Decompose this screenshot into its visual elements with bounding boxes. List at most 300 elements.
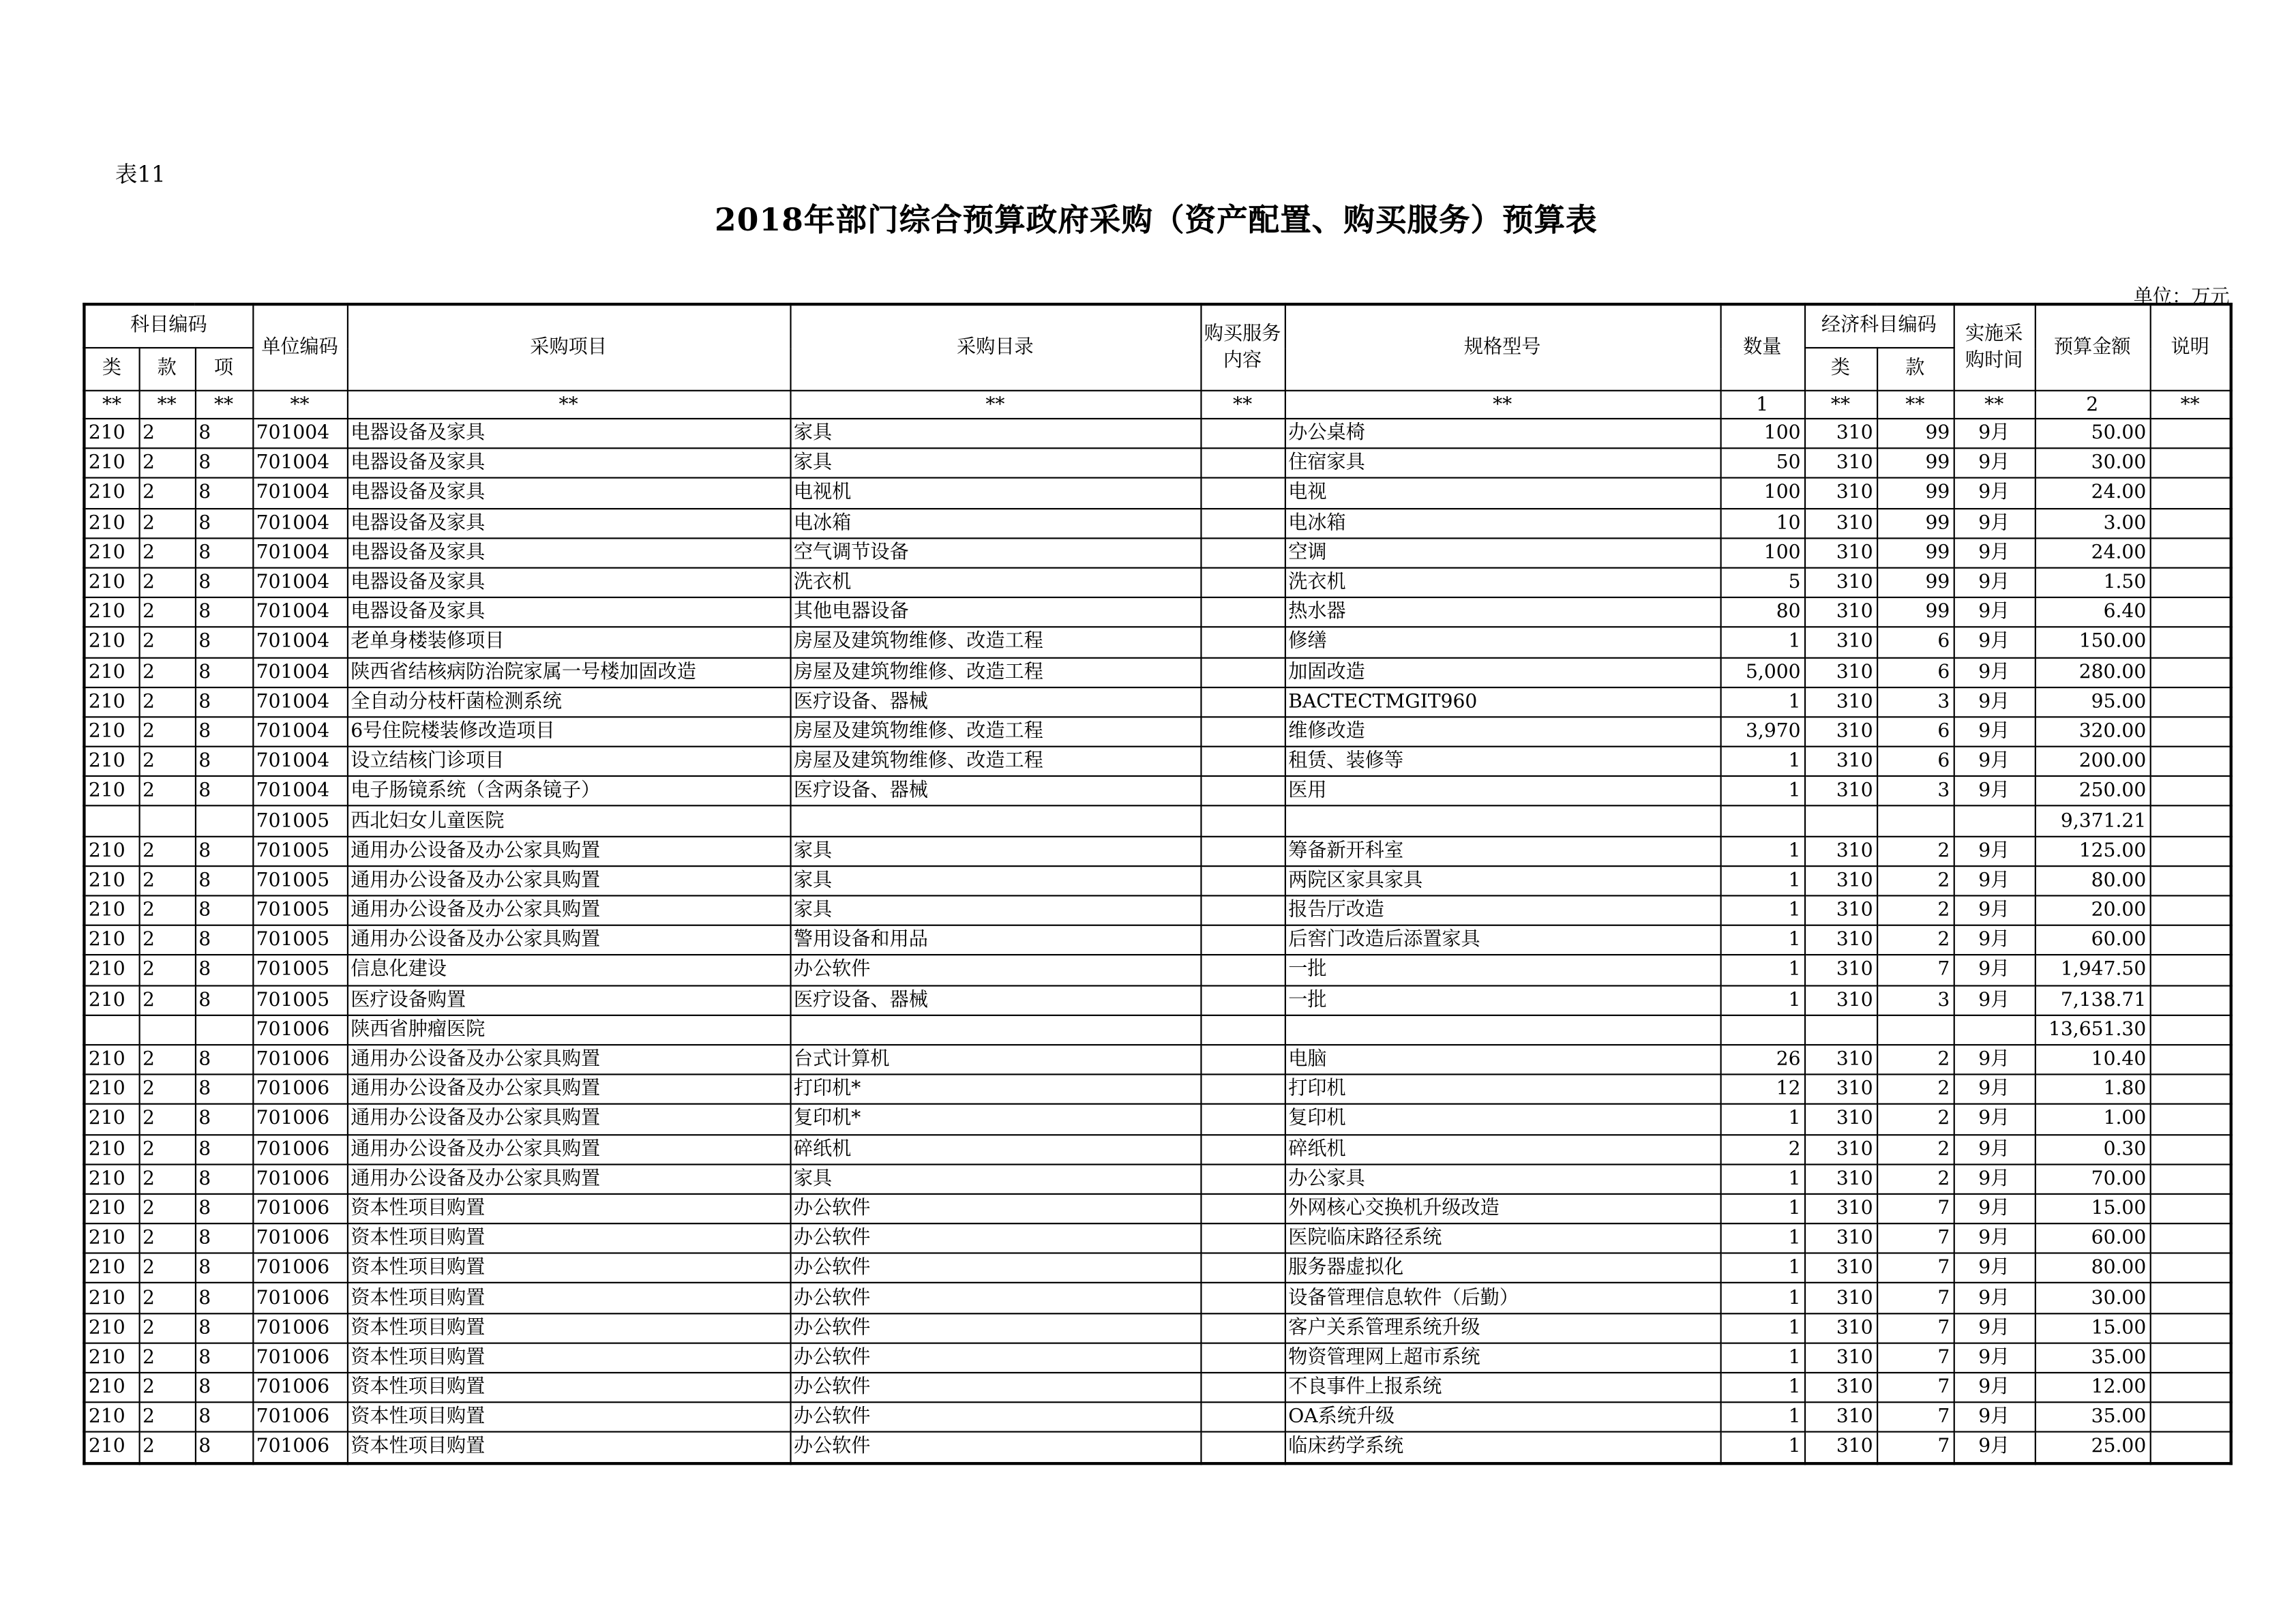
cell-spec-model: 一批	[1285, 985, 1720, 1015]
cell-lei: 210	[84, 747, 138, 777]
header-subject-code: 科目编码	[84, 304, 252, 348]
cell-budget-amount: 25.00	[2035, 1432, 2150, 1463]
cell-note	[2150, 1194, 2231, 1224]
cell-econ-lei: 310	[1804, 1313, 1877, 1343]
cell-kuan	[139, 806, 195, 836]
cell-procurement-catalog: 办公软件	[790, 1313, 1200, 1343]
table-row	[84, 1104, 2231, 1134]
cell-quantity: 5,000	[1720, 657, 1804, 687]
cell-budget-amount: 30.00	[2035, 1283, 2150, 1313]
cell-quantity: 1	[1720, 1164, 1804, 1194]
cell-quantity: 1	[1720, 1104, 1804, 1134]
cell-impl-time: 9月	[1954, 1075, 2035, 1105]
cell-service-content	[1200, 538, 1284, 568]
cell-unit-code: 701006	[252, 1015, 347, 1045]
cell-service-content	[1200, 1104, 1284, 1134]
cell-service-content	[1200, 866, 1284, 896]
cell-unit-code: 701006	[252, 1313, 347, 1343]
cell-lei: 210	[84, 1253, 138, 1283]
cell-econ-lei: 310	[1804, 777, 1877, 807]
cell-quantity: 1	[1720, 1223, 1804, 1253]
cell-unit-code: 701006	[252, 1134, 347, 1164]
cell-procurement-item: 全自动分枝杆菌检测系统	[347, 687, 790, 717]
cell-note	[2150, 419, 2231, 449]
table-row	[84, 1075, 2231, 1105]
cell-procurement-item: 电器设备及家具	[347, 449, 790, 479]
cell-procurement-catalog: 房屋及建筑物维修、改造工程	[790, 747, 1200, 777]
cell-xiang: 8	[195, 985, 252, 1015]
cell-econ-kuan	[1877, 1015, 1954, 1045]
cell-xiang: 8	[195, 1313, 252, 1343]
cell-xiang: 8	[195, 1253, 252, 1283]
cell-quantity: 1	[1720, 1313, 1804, 1343]
cell-kuan: 2	[139, 568, 195, 598]
cell-econ-kuan: 2	[1877, 1045, 1954, 1075]
cell-xiang: 8	[195, 955, 252, 985]
cell-procurement-item: 通用办公设备及办公家具购置	[347, 1045, 790, 1075]
cell-note	[2150, 806, 2231, 836]
index-cell: **	[252, 391, 347, 419]
cell-budget-amount: 10.40	[2035, 1045, 2150, 1075]
cell-econ-kuan: 6	[1877, 717, 1954, 747]
cell-xiang: 8	[195, 1045, 252, 1075]
cell-econ-kuan: 2	[1877, 1134, 1954, 1164]
cell-econ-kuan: 2	[1877, 866, 1954, 896]
cell-procurement-catalog: 警用设备和用品	[790, 925, 1200, 955]
cell-xiang: 8	[195, 925, 252, 955]
cell-impl-time: 9月	[1954, 1253, 2035, 1283]
cell-spec-model: 服务器虚拟化	[1285, 1253, 1720, 1283]
cell-econ-lei: 310	[1804, 1253, 1877, 1283]
cell-procurement-item: 陕西省肿瘤医院	[347, 1015, 790, 1045]
cell-note	[2150, 1313, 2231, 1343]
cell-lei: 210	[84, 538, 138, 568]
cell-procurement-item: 资本性项目购置	[347, 1253, 790, 1283]
cell-procurement-catalog: 洗衣机	[790, 568, 1200, 598]
cell-econ-lei: 310	[1804, 747, 1877, 777]
cell-spec-model: 不良事件上报系统	[1285, 1373, 1720, 1403]
cell-kuan: 2	[139, 1403, 195, 1433]
cell-kuan: 2	[139, 836, 195, 866]
cell-econ-kuan: 99	[1877, 568, 1954, 598]
table-row	[84, 985, 2231, 1015]
index-cell: **	[1877, 391, 1954, 419]
cell-econ-lei: 310	[1804, 419, 1877, 449]
cell-xiang: 8	[195, 657, 252, 687]
header-kuan: 款	[139, 348, 195, 391]
cell-procurement-catalog: 电冰箱	[790, 508, 1200, 538]
cell-lei: 210	[84, 1045, 138, 1075]
cell-unit-code: 701004	[252, 419, 347, 449]
cell-service-content	[1200, 1075, 1284, 1105]
cell-econ-kuan: 7	[1877, 1403, 1954, 1433]
cell-kuan: 2	[139, 1075, 195, 1105]
cell-xiang: 8	[195, 568, 252, 598]
cell-econ-kuan: 7	[1877, 1313, 1954, 1343]
cell-budget-amount: 1.80	[2035, 1075, 2150, 1105]
cell-procurement-catalog: 办公软件	[790, 1194, 1200, 1224]
table-row	[84, 1164, 2231, 1194]
cell-unit-code: 701004	[252, 508, 347, 538]
cell-budget-amount: 1.50	[2035, 568, 2150, 598]
table-row	[84, 925, 2231, 955]
cell-spec-model: 外网核心交换机升级改造	[1285, 1194, 1720, 1224]
cell-quantity: 1	[1720, 777, 1804, 807]
cell-budget-amount: 125.00	[2035, 836, 2150, 866]
cell-impl-time: 9月	[1954, 419, 2035, 449]
cell-note	[2150, 747, 2231, 777]
cell-xiang: 8	[195, 836, 252, 866]
cell-unit-code: 701006	[252, 1223, 347, 1253]
cell-lei: 210	[84, 1432, 138, 1463]
cell-budget-amount: 6.40	[2035, 597, 2150, 627]
cell-service-content	[1200, 985, 1284, 1015]
cell-kuan: 2	[139, 687, 195, 717]
cell-spec-model: 两院区家具家具	[1285, 866, 1720, 896]
cell-budget-amount: 7,138.71	[2035, 985, 2150, 1015]
cell-budget-amount: 30.00	[2035, 449, 2150, 479]
cell-xiang: 8	[195, 1104, 252, 1134]
table-row	[84, 1343, 2231, 1373]
cell-kuan: 2	[139, 747, 195, 777]
cell-budget-amount: 95.00	[2035, 687, 2150, 717]
cell-spec-model: 住宿家具	[1285, 449, 1720, 479]
cell-kuan: 2	[139, 866, 195, 896]
cell-xiang: 8	[195, 717, 252, 747]
cell-lei: 210	[84, 985, 138, 1015]
cell-econ-kuan: 3	[1877, 985, 1954, 1015]
cell-service-content	[1200, 1432, 1284, 1463]
cell-econ-kuan: 7	[1877, 1194, 1954, 1224]
cell-procurement-catalog: 办公软件	[790, 1253, 1200, 1283]
cell-procurement-item: 资本性项目购置	[347, 1403, 790, 1433]
cell-quantity: 1	[1720, 925, 1804, 955]
cell-budget-amount: 250.00	[2035, 777, 2150, 807]
cell-procurement-catalog: 打印机*	[790, 1075, 1200, 1105]
cell-kuan: 2	[139, 955, 195, 985]
cell-kuan: 2	[139, 985, 195, 1015]
cell-unit-code: 701006	[252, 1194, 347, 1224]
cell-unit-code: 701004	[252, 777, 347, 807]
cell-budget-amount: 20.00	[2035, 895, 2150, 925]
cell-lei: 210	[84, 478, 138, 508]
cell-econ-kuan: 99	[1877, 449, 1954, 479]
cell-lei: 210	[84, 597, 138, 627]
cell-econ-lei: 310	[1804, 1164, 1877, 1194]
cell-econ-kuan: 3	[1877, 687, 1954, 717]
cell-econ-lei: 310	[1804, 508, 1877, 538]
cell-unit-code: 701005	[252, 866, 347, 896]
cell-procurement-catalog: 其他电器设备	[790, 597, 1200, 627]
cell-spec-model	[1285, 806, 1720, 836]
table-number: 表11	[115, 161, 166, 188]
cell-spec-model: 租赁、装修等	[1285, 747, 1720, 777]
cell-econ-lei: 310	[1804, 657, 1877, 687]
cell-procurement-item: 设立结核门诊项目	[347, 747, 790, 777]
cell-impl-time: 9月	[1954, 985, 2035, 1015]
cell-econ-lei: 310	[1804, 925, 1877, 955]
cell-econ-lei: 310	[1804, 985, 1877, 1015]
cell-quantity: 100	[1720, 538, 1804, 568]
cell-impl-time: 9月	[1954, 777, 2035, 807]
cell-unit-code: 701005	[252, 895, 347, 925]
cell-econ-kuan: 7	[1877, 1432, 1954, 1463]
cell-econ-kuan: 7	[1877, 955, 1954, 985]
cell-econ-lei: 310	[1804, 1223, 1877, 1253]
cell-econ-lei: 310	[1804, 1045, 1877, 1075]
cell-service-content	[1200, 657, 1284, 687]
cell-procurement-item: 陕西省结核病防治院家属一号楼加固改造	[347, 657, 790, 687]
cell-service-content	[1200, 1283, 1284, 1313]
cell-note	[2150, 1283, 2231, 1313]
cell-service-content	[1200, 1134, 1284, 1164]
cell-note	[2150, 1343, 2231, 1373]
cell-note	[2150, 1432, 2231, 1463]
cell-budget-amount: 15.00	[2035, 1194, 2150, 1224]
cell-procurement-catalog: 医疗设备、器械	[790, 777, 1200, 807]
cell-note	[2150, 1373, 2231, 1403]
cell-procurement-item: 资本性项目购置	[347, 1432, 790, 1463]
unit-label: 单位：万元	[2133, 286, 2230, 309]
cell-procurement-catalog: 碎纸机	[790, 1134, 1200, 1164]
cell-lei: 210	[84, 1075, 138, 1105]
cell-note	[2150, 1075, 2231, 1105]
cell-spec-model: 办公家具	[1285, 1164, 1720, 1194]
cell-note	[2150, 836, 2231, 866]
cell-procurement-item: 通用办公设备及办公家具购置	[347, 1104, 790, 1134]
cell-lei: 210	[84, 508, 138, 538]
cell-kuan: 2	[139, 538, 195, 568]
cell-spec-model: 电冰箱	[1285, 508, 1720, 538]
cell-lei	[84, 1015, 138, 1045]
cell-spec-model: 物资管理网上超市系统	[1285, 1343, 1720, 1373]
cell-note	[2150, 568, 2231, 598]
cell-impl-time: 9月	[1954, 747, 2035, 777]
cell-unit-code: 701004	[252, 568, 347, 598]
cell-service-content	[1200, 925, 1284, 955]
cell-impl-time: 9月	[1954, 1432, 2035, 1463]
cell-lei: 210	[84, 1134, 138, 1164]
cell-kuan: 2	[139, 1313, 195, 1343]
cell-econ-lei: 310	[1804, 1194, 1877, 1224]
cell-note	[2150, 478, 2231, 508]
cell-spec-model: 客户关系管理系统升级	[1285, 1313, 1720, 1343]
table-row	[84, 1253, 2231, 1283]
cell-econ-lei: 310	[1804, 687, 1877, 717]
cell-procurement-catalog: 办公软件	[790, 1432, 1200, 1463]
cell-quantity: 5	[1720, 568, 1804, 598]
cell-xiang	[195, 1015, 252, 1045]
cell-impl-time: 9月	[1954, 1313, 2035, 1343]
table-row	[84, 627, 2231, 657]
cell-lei: 210	[84, 866, 138, 896]
cell-spec-model: 报告厅改造	[1285, 895, 1720, 925]
cell-spec-model: BACTECTMGIT960	[1285, 687, 1720, 717]
cell-impl-time: 9月	[1954, 687, 2035, 717]
cell-kuan: 2	[139, 777, 195, 807]
cell-procurement-item: 老单身楼装修项目	[347, 627, 790, 657]
cell-budget-amount: 80.00	[2035, 1253, 2150, 1283]
cell-lei: 210	[84, 1104, 138, 1134]
cell-kuan: 2	[139, 1432, 195, 1463]
table-row	[84, 747, 2231, 777]
cell-kuan: 2	[139, 627, 195, 657]
cell-unit-code: 701004	[252, 717, 347, 747]
cell-kuan: 2	[139, 717, 195, 747]
cell-unit-code: 701006	[252, 1075, 347, 1105]
cell-xiang: 8	[195, 449, 252, 479]
cell-procurement-item: 资本性项目购置	[347, 1373, 790, 1403]
column-index-row	[84, 391, 2231, 419]
cell-spec-model: 医院临床路径系统	[1285, 1223, 1720, 1253]
cell-procurement-item: 电器设备及家具	[347, 597, 790, 627]
cell-xiang: 8	[195, 1164, 252, 1194]
cell-spec-model: 洗衣机	[1285, 568, 1720, 598]
cell-econ-lei: 310	[1804, 1373, 1877, 1403]
cell-econ-kuan: 2	[1877, 1164, 1954, 1194]
index-cell: **	[790, 391, 1200, 419]
cell-econ-kuan: 99	[1877, 508, 1954, 538]
cell-note	[2150, 1015, 2231, 1045]
cell-impl-time: 9月	[1954, 478, 2035, 508]
cell-service-content	[1200, 1223, 1284, 1253]
cell-quantity	[1720, 1015, 1804, 1045]
cell-xiang: 8	[195, 1075, 252, 1105]
cell-xiang: 8	[195, 1343, 252, 1373]
index-cell: 1	[1720, 391, 1804, 419]
cell-xiang: 8	[195, 627, 252, 657]
cell-quantity: 1	[1720, 687, 1804, 717]
document-title: 2018年部门综合预算政府采购（资产配置、购买服务）预算表	[715, 200, 1598, 238]
cell-kuan: 2	[139, 1253, 195, 1283]
cell-spec-model: 电脑	[1285, 1045, 1720, 1075]
cell-impl-time	[1954, 1015, 2035, 1045]
cell-service-content	[1200, 747, 1284, 777]
cell-note	[2150, 985, 2231, 1015]
cell-impl-time: 9月	[1954, 657, 2035, 687]
cell-unit-code: 701004	[252, 747, 347, 777]
cell-quantity: 1	[1720, 747, 1804, 777]
cell-procurement-item: 信息化建设	[347, 955, 790, 985]
cell-procurement-catalog: 空气调节设备	[790, 538, 1200, 568]
cell-econ-kuan: 7	[1877, 1223, 1954, 1253]
cell-spec-model: 后窖门改造后添置家具	[1285, 925, 1720, 955]
cell-service-content	[1200, 836, 1284, 866]
cell-impl-time: 9月	[1954, 1104, 2035, 1134]
cell-spec-model: 加固改造	[1285, 657, 1720, 687]
cell-procurement-catalog	[790, 1015, 1200, 1045]
cell-unit-code: 701005	[252, 925, 347, 955]
cell-procurement-catalog: 办公软件	[790, 1373, 1200, 1403]
cell-service-content	[1200, 806, 1284, 836]
cell-xiang: 8	[195, 687, 252, 717]
cell-budget-amount: 60.00	[2035, 925, 2150, 955]
cell-procurement-item: 通用办公设备及办公家具购置	[347, 1134, 790, 1164]
table-row	[84, 955, 2231, 985]
cell-quantity: 1	[1720, 836, 1804, 866]
cell-procurement-catalog: 台式计算机	[790, 1045, 1200, 1075]
cell-budget-amount: 70.00	[2035, 1164, 2150, 1194]
cell-lei: 210	[84, 657, 138, 687]
cell-unit-code: 701004	[252, 597, 347, 627]
index-cell: **	[139, 391, 195, 419]
cell-econ-lei: 310	[1804, 955, 1877, 985]
cell-note	[2150, 627, 2231, 657]
cell-lei: 210	[84, 419, 138, 449]
cell-quantity: 1	[1720, 866, 1804, 896]
cell-econ-lei: 310	[1804, 1075, 1877, 1105]
cell-kuan: 2	[139, 1134, 195, 1164]
cell-spec-model: 打印机	[1285, 1075, 1720, 1105]
cell-lei: 210	[84, 1343, 138, 1373]
cell-procurement-item: 资本性项目购置	[347, 1343, 790, 1373]
table-row	[84, 895, 2231, 925]
cell-quantity: 1	[1720, 1343, 1804, 1373]
header-procurement-catalog: 采购目录	[790, 304, 1200, 391]
cell-xiang: 8	[195, 777, 252, 807]
cell-unit-code: 701006	[252, 1104, 347, 1134]
cell-impl-time: 9月	[1954, 1164, 2035, 1194]
cell-econ-lei	[1804, 806, 1877, 836]
cell-econ-lei: 310	[1804, 538, 1877, 568]
cell-unit-code: 701006	[252, 1283, 347, 1313]
cell-lei: 210	[84, 1223, 138, 1253]
cell-unit-code: 701004	[252, 687, 347, 717]
cell-econ-kuan: 2	[1877, 895, 1954, 925]
table-row	[84, 1432, 2231, 1463]
cell-quantity: 12	[1720, 1075, 1804, 1105]
cell-econ-kuan: 2	[1877, 836, 1954, 866]
cell-kuan: 2	[139, 1283, 195, 1313]
cell-impl-time: 9月	[1954, 866, 2035, 896]
cell-kuan: 2	[139, 449, 195, 479]
cell-econ-kuan: 7	[1877, 1283, 1954, 1313]
table-row	[84, 777, 2231, 807]
cell-unit-code: 701006	[252, 1045, 347, 1075]
cell-quantity: 1	[1720, 1432, 1804, 1463]
cell-note	[2150, 1104, 2231, 1134]
cell-procurement-item: 电器设备及家具	[347, 419, 790, 449]
cell-procurement-item: 通用办公设备及办公家具购置	[347, 1075, 790, 1105]
table-body	[84, 391, 2231, 1463]
table-row	[84, 508, 2231, 538]
cell-quantity: 3,970	[1720, 717, 1804, 747]
table-row	[84, 687, 2231, 717]
cell-procurement-catalog: 家具	[790, 449, 1200, 479]
cell-budget-amount: 35.00	[2035, 1343, 2150, 1373]
table-row	[84, 1283, 2231, 1313]
cell-spec-model: 医用	[1285, 777, 1720, 807]
cell-procurement-catalog: 办公软件	[790, 955, 1200, 985]
table-row	[84, 836, 2231, 866]
cell-impl-time: 9月	[1954, 508, 2035, 538]
header-budget-amount: 预算金额	[2035, 304, 2150, 391]
header-unit-code: 单位编码	[252, 304, 347, 391]
cell-note	[2150, 687, 2231, 717]
cell-impl-time: 9月	[1954, 836, 2035, 866]
cell-spec-model: 筹备新开科室	[1285, 836, 1720, 866]
cell-procurement-item: 通用办公设备及办公家具购置	[347, 836, 790, 866]
budget-table	[83, 303, 2233, 1464]
cell-service-content	[1200, 717, 1284, 747]
cell-note	[2150, 657, 2231, 687]
index-cell: **	[2150, 391, 2231, 419]
cell-service-content	[1200, 508, 1284, 538]
cell-lei: 210	[84, 1313, 138, 1343]
cell-note	[2150, 1134, 2231, 1164]
cell-lei: 210	[84, 717, 138, 747]
cell-service-content	[1200, 1253, 1284, 1283]
